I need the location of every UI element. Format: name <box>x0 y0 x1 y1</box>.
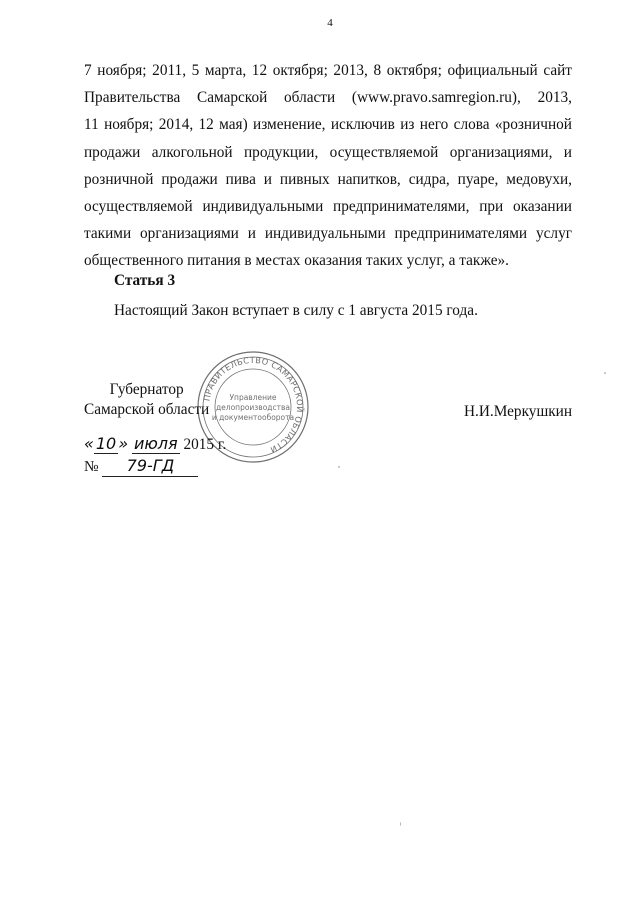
number-sign: № <box>84 458 99 475</box>
svg-text:и документооборота: и документооборота <box>211 413 295 422</box>
svg-text:Управление: Управление <box>229 393 277 402</box>
law-number <box>84 456 198 477</box>
article-text: Настоящий Закон вступает в силу с 1 августа 2015 года. <box>114 302 478 319</box>
article-heading: Статья 3 <box>114 272 176 289</box>
date-open-quote: « <box>84 434 94 453</box>
svg-text:делопроизводства: делопроизводства <box>215 403 291 412</box>
date-day: 10 <box>95 434 117 453</box>
signing-date <box>84 434 226 455</box>
body-line: такими организациями и индивидуальными предпринимателями услуг <box>84 225 572 243</box>
scan-speck <box>338 466 340 468</box>
signatory-title <box>84 380 209 420</box>
scan-speck <box>400 822 401 826</box>
signatory-title-line2: Самарской области <box>84 401 210 418</box>
body-line: Правительства Самарской области (www.pravo.samregion.ru), 2013, <box>84 89 572 107</box>
stamp-ring-text: ПРАВИТЕЛЬСТВО САМАРСКОЙ ОБЛАСТИ <box>201 354 306 456</box>
page-number: 4 <box>327 17 333 29</box>
body-line: розничной продажи пива и пивных напитков, сидра, пуаре, медовухи, <box>84 170 572 188</box>
signatory-name: Н.И.Меркушкин <box>464 403 573 420</box>
number-value: 79-ГД <box>102 456 198 477</box>
body-line: 11 ноября; 2014, 12 мая) изменение, исключив из него слова «розничной <box>84 116 572 134</box>
signatory-title-line1: Губернатор <box>109 381 184 398</box>
date-year: 2015 г. <box>183 436 227 453</box>
body-line: общественного питания в местах оказания таких услуг, а также». <box>84 252 509 270</box>
body-line: продажи алкогольной продукции, осуществляемой организациями, и <box>84 143 572 161</box>
date-month: июля <box>133 434 178 453</box>
body-paragraph <box>84 57 572 275</box>
scan-speck <box>604 372 606 374</box>
body-line: осуществляемой индивидуальными предпринимателями, при оказании <box>84 197 572 215</box>
date-close-quote: » <box>118 434 129 453</box>
body-line: 7 ноября; 2011, 5 марта, 12 октября; 2013, 8 октября; официальный сайт <box>84 62 572 79</box>
